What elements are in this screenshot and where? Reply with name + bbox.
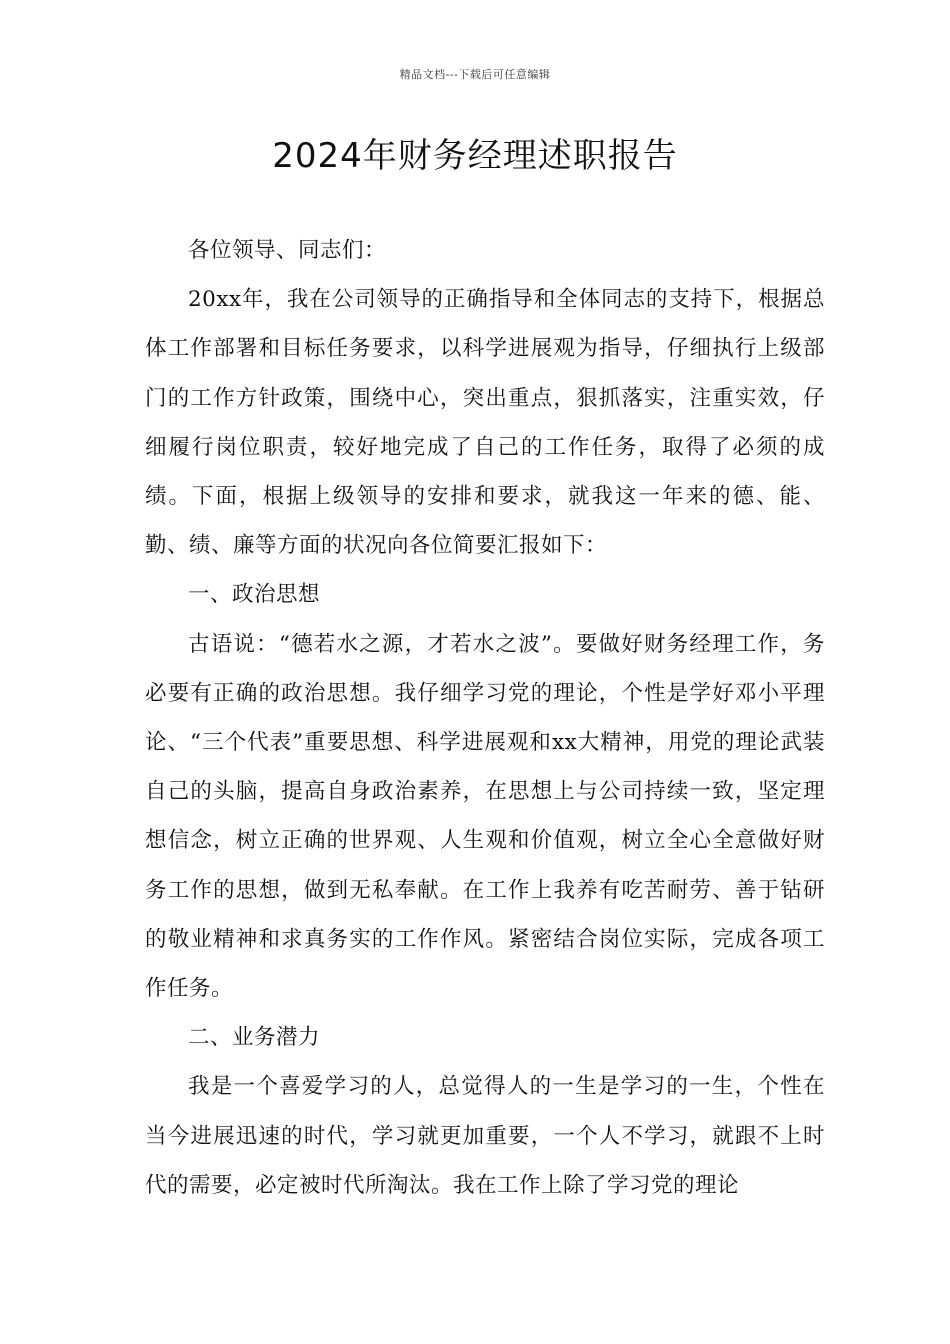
header-note: 精品文档---下载后可任意编辑 [399,68,551,81]
section-heading-business: 二、业务潜力 [188,1025,321,1051]
document-title: 2024年财务经理述职报告 [272,136,678,176]
intro-paragraph: 20xx年，我在公司领导的正确指导和全体同志的支持下，根据总体工作部署和目标任务要求，以科学进展观为指导，仔细执行上级部门的工作方针政策，围绕中心，突出重点，狠抓落实，注重实效，仔细履行岗位职责，较好地完成了自己的工作任务，取得了必须的成绩。下面，根据上级领导的安排和要求，就我这一年来的德、能、勤、绩、廉等方面的状况向各位简要汇报如下： [145,287,825,559]
politics-paragraph: 古语说：“德若水之源，才若水之波”。要做好财务经理工作，务必要有正确的政治思想。我仔细学习党的理论，个性是学好邓小平理论、“三个代表”重要思想、科学进展观和xx大精神，用党的理论武装自己的头脑，提高自身政治素养，在思想上与公司持续一致，坚定理想信念，树立正确的世界观、人生观和价值观，树立全心全意做好财务工作的思想，做到无私奉献。在工作上我养有吃苦耐劳、善于钻研的敬业精神和求真务实的工作作风。紧密结合岗位实际，完成各项工作任务。 [145,631,825,1002]
document-body [145,226,825,1210]
section-heading-politics: 一、政治思想 [188,582,321,608]
business-paragraph: 我是一个喜爱学习的人，总觉得人的一生是学习的一生，个性在当今进展迅速的时代，学习就更加重要，一个人不学习，就跟不上时代的需要，必定被时代所淘汰。我在工作上除了学习党的理论 [145,1074,825,1198]
greeting-paragraph: 各位领导、同志们： [188,238,387,263]
